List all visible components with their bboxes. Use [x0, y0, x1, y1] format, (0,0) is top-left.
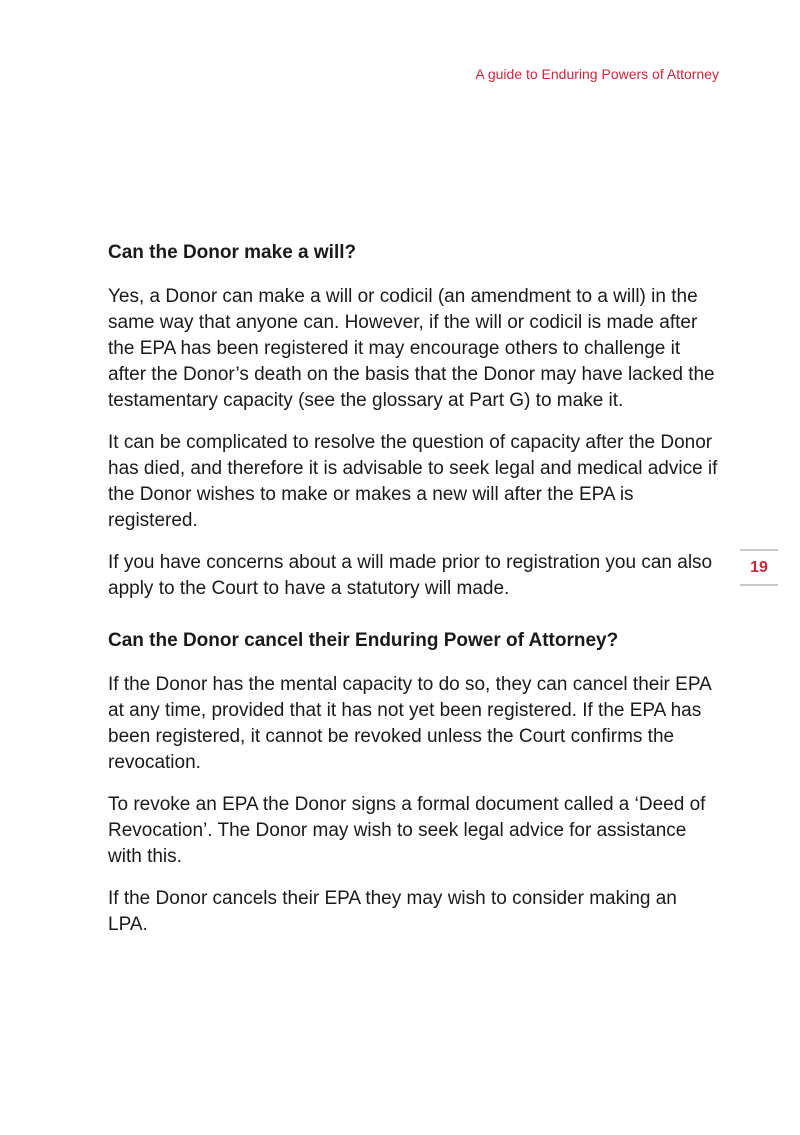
paragraph: Yes, a Donor can make a will or codicil (an amendment to a will) in the same way that anyone can. However, if the will or codicil is made after the EPA has been registered it may encourage others to challenge it after the Donor’s death on the basis that the Donor may have lacked the testamentary capacity (see the glossary at Part G) to make it.	[108, 286, 715, 411]
section-heading: Can the Donor cancel their Enduring Power of Attorney?	[108, 630, 619, 651]
section-heading: Can the Donor make a will?	[108, 242, 357, 263]
section-cancel-epa	[108, 628, 718, 938]
paragraph: If the Donor cancels their EPA they may wish to consider making an LPA.	[108, 888, 677, 935]
paragraph: It can be complicated to resolve the question of capacity after the Donor has died, and therefore it is advisable to seek legal and medical advice if the Donor wishes to make or makes a new will after the EPA is registered.	[108, 432, 718, 531]
paragraph: If you have concerns about a will made prior to registration you can also apply to the Court to have a statutory will made.	[108, 552, 713, 599]
paragraph: To revoke an EPA the Donor signs a formal document called a ‘Deed of Revocation’. The Donor may wish to seek legal advice for assistance with this.	[108, 794, 706, 867]
page-number: 19	[750, 558, 768, 576]
page-content	[108, 240, 718, 954]
page-number-box	[740, 549, 778, 586]
running-header: A guide to Enduring Powers of Attorney	[475, 66, 719, 82]
paragraph: If the Donor has the mental capacity to do so, they can cancel their EPA at any time, provided that it has not yet been registered. If the EPA has been registered, it cannot be revoked unless the Court confirms the revocation.	[108, 674, 711, 773]
section-make-will	[108, 240, 718, 602]
